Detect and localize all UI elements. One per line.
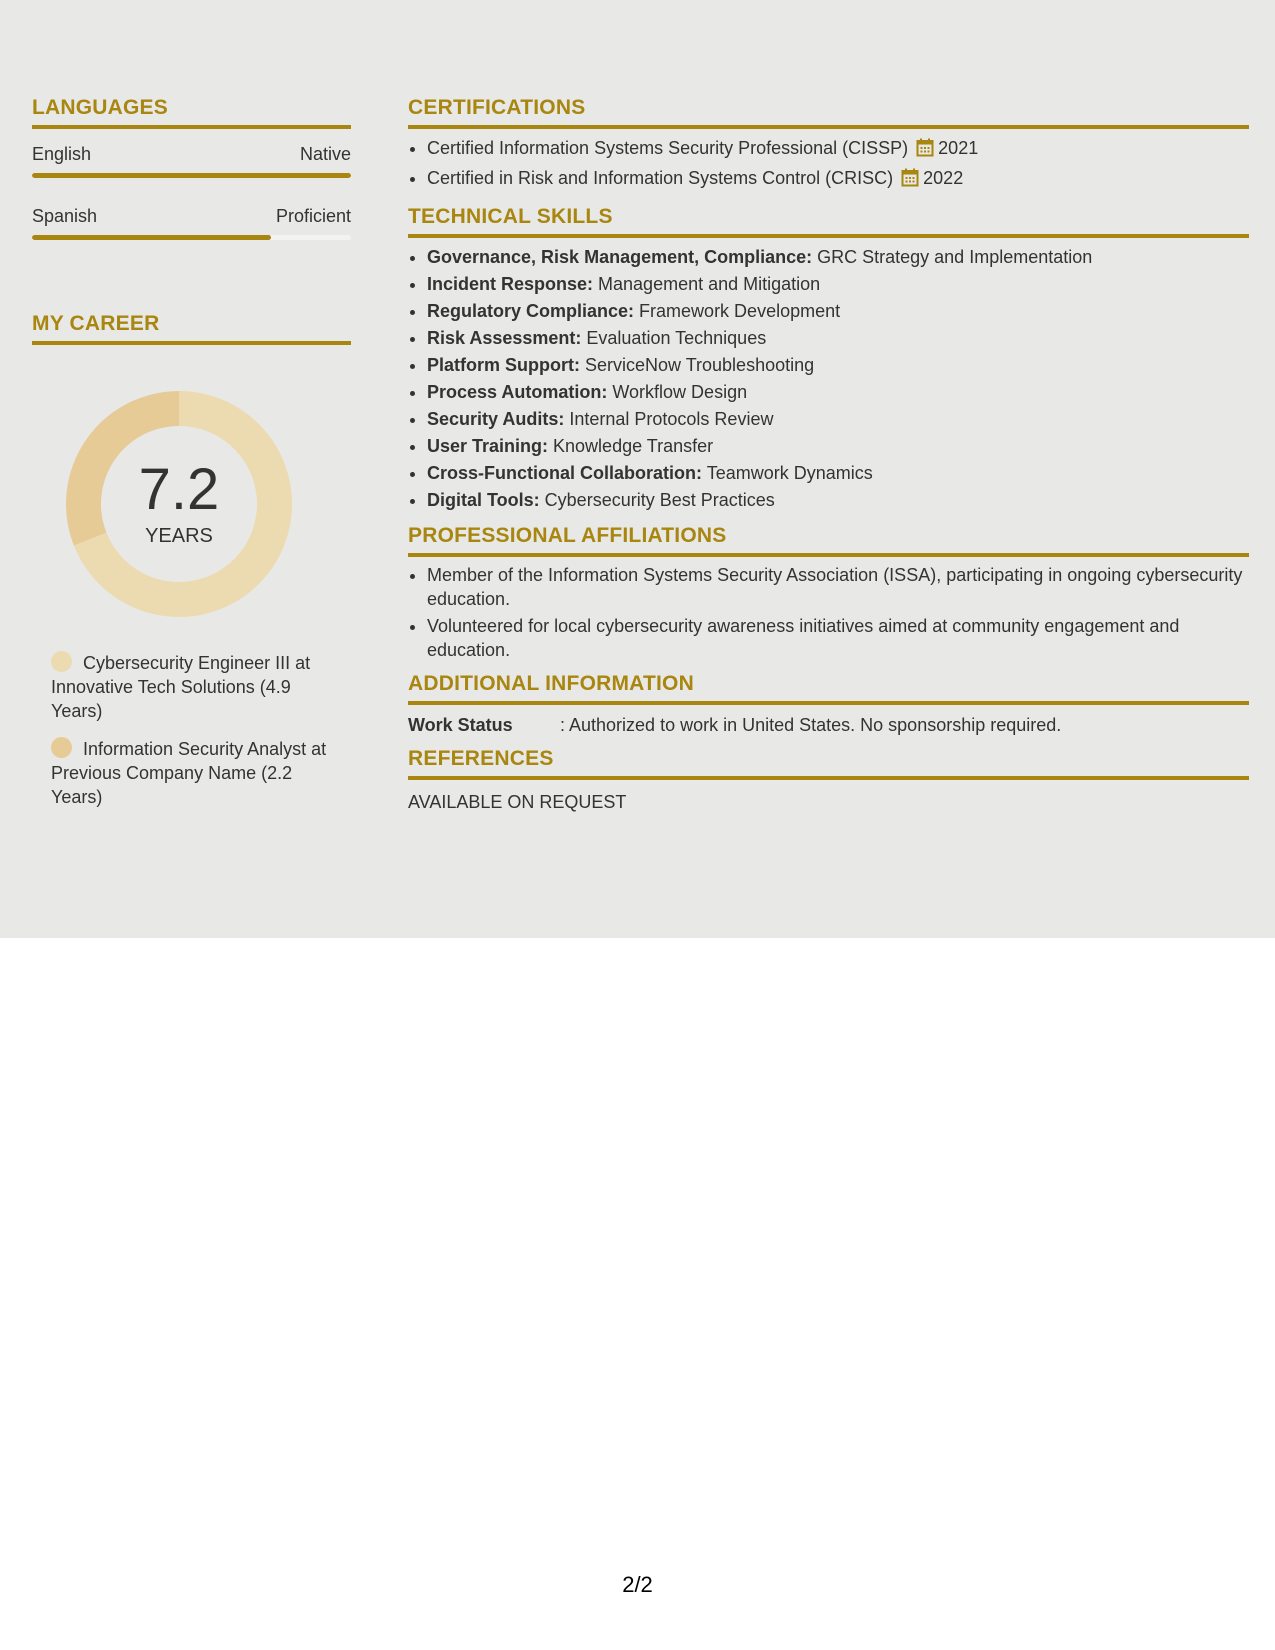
career-years-unit: YEARS [145, 525, 213, 547]
legend-label: Cybersecurity Engineer III at Innovative Tech Solutions (4.9 Years) [51, 653, 311, 721]
language-proficiency-fill [32, 235, 271, 240]
affiliations-list [408, 563, 1249, 662]
skill-label: Platform Support: [427, 355, 580, 375]
certification-name: Certified in Risk and Information Systems Control (CRISC) [427, 168, 894, 188]
skill-value: ServiceNow Troubleshooting [580, 355, 815, 375]
skill-item [427, 487, 1249, 514]
skill-item [427, 271, 1249, 298]
right-column [408, 96, 1249, 814]
languages-heading: LANGUAGES [32, 96, 351, 129]
references-text: AVAILABLE ON REQUEST [408, 792, 627, 812]
career-heading: MY CAREER [32, 312, 351, 345]
skill-item [427, 433, 1249, 460]
legend-item [51, 737, 341, 809]
career-donut-chart [66, 391, 292, 617]
skill-label: Regulatory Compliance: [427, 301, 635, 321]
skill-label: Security Audits: [427, 409, 565, 429]
skill-label: Digital Tools: [427, 490, 540, 510]
affiliations-section [408, 524, 1249, 662]
work-status-row [408, 713, 1249, 737]
language-name: Spanish [32, 206, 98, 226]
language-proficiency-bar [32, 173, 351, 178]
skill-label: User Training: [427, 436, 549, 456]
legend-dot-icon [51, 737, 72, 758]
skill-label: Governance, Risk Management, Compliance: [427, 247, 813, 267]
skill-label: Risk Assessment: [427, 328, 582, 348]
calendar-icon [916, 138, 934, 165]
page-number: 2/2 [622, 1572, 653, 1597]
language-proficiency-fill [32, 173, 351, 178]
skill-value: Internal Protocols Review [564, 409, 774, 429]
certification-name: Certified Information Systems Security Professional (CISSP) [427, 138, 909, 158]
affiliation-item: • Member of the Information Systems Security Association (ISSA), participating in ongoing cybersecurity education. [427, 563, 1249, 611]
skill-value: Workflow Design [607, 382, 748, 402]
additional-info-heading: ADDITIONAL INFORMATION [408, 672, 1249, 705]
skill-value: Management and Mitigation [593, 274, 821, 294]
certification-item [427, 165, 1249, 195]
references-heading: REFERENCES [408, 747, 1249, 780]
language-name: English [32, 144, 92, 164]
work-status-label: Work Status [408, 715, 513, 735]
skill-item [427, 460, 1249, 487]
language-level: Native [299, 144, 351, 164]
skill-item [427, 325, 1249, 352]
language-level: Proficient [275, 206, 351, 226]
career-total-years: 7.2 [138, 457, 220, 522]
affiliation-item: • Volunteered for local cybersecurity awareness initiatives aimed at community engagement and education. [427, 614, 1249, 662]
skill-label: Incident Response: [427, 274, 594, 294]
skill-value: Evaluation Techniques [581, 328, 767, 348]
certifications-list [408, 135, 1249, 195]
skills-heading: TECHNICAL SKILLS [408, 205, 1249, 238]
references-section [408, 747, 1249, 814]
skill-value: GRC Strategy and Implementation [812, 247, 1093, 267]
skills-list [408, 244, 1249, 514]
skill-value: Framework Development [634, 301, 841, 321]
language-item [32, 205, 351, 240]
certification-item [427, 135, 1249, 165]
skill-item [427, 244, 1249, 271]
work-status-value: : Authorized to work in United States. No sponsorship required. [560, 715, 1062, 735]
legend-label: Information Security Analyst at Previous Company Name (2.2 Years) [51, 739, 327, 807]
certifications-heading: CERTIFICATIONS [408, 96, 1249, 129]
legend-dot-icon [51, 651, 72, 672]
career-legend [51, 651, 341, 809]
language-item [32, 143, 351, 178]
skill-value: Knowledge Transfer [548, 436, 714, 456]
skill-item [427, 298, 1249, 325]
skill-label: Cross-Functional Collaboration: [427, 463, 703, 483]
legend-item [51, 651, 341, 723]
skill-value: Cybersecurity Best Practices [539, 490, 775, 510]
skill-label: Process Automation: [427, 382, 608, 402]
additional-info-section [408, 672, 1249, 737]
skill-value: Teamwork Dynamics [702, 463, 873, 483]
skill-item [427, 406, 1249, 433]
calendar-icon [901, 168, 919, 195]
certification-year: 2021 [938, 138, 979, 158]
left-column [32, 96, 351, 823]
language-proficiency-bar [32, 235, 351, 240]
skills-section [408, 205, 1249, 514]
skill-item [427, 379, 1249, 406]
career-section [32, 312, 351, 809]
affiliations-heading: PROFESSIONAL AFFILIATIONS [408, 524, 1249, 557]
skill-item [427, 352, 1249, 379]
certification-year: 2022 [923, 168, 964, 188]
